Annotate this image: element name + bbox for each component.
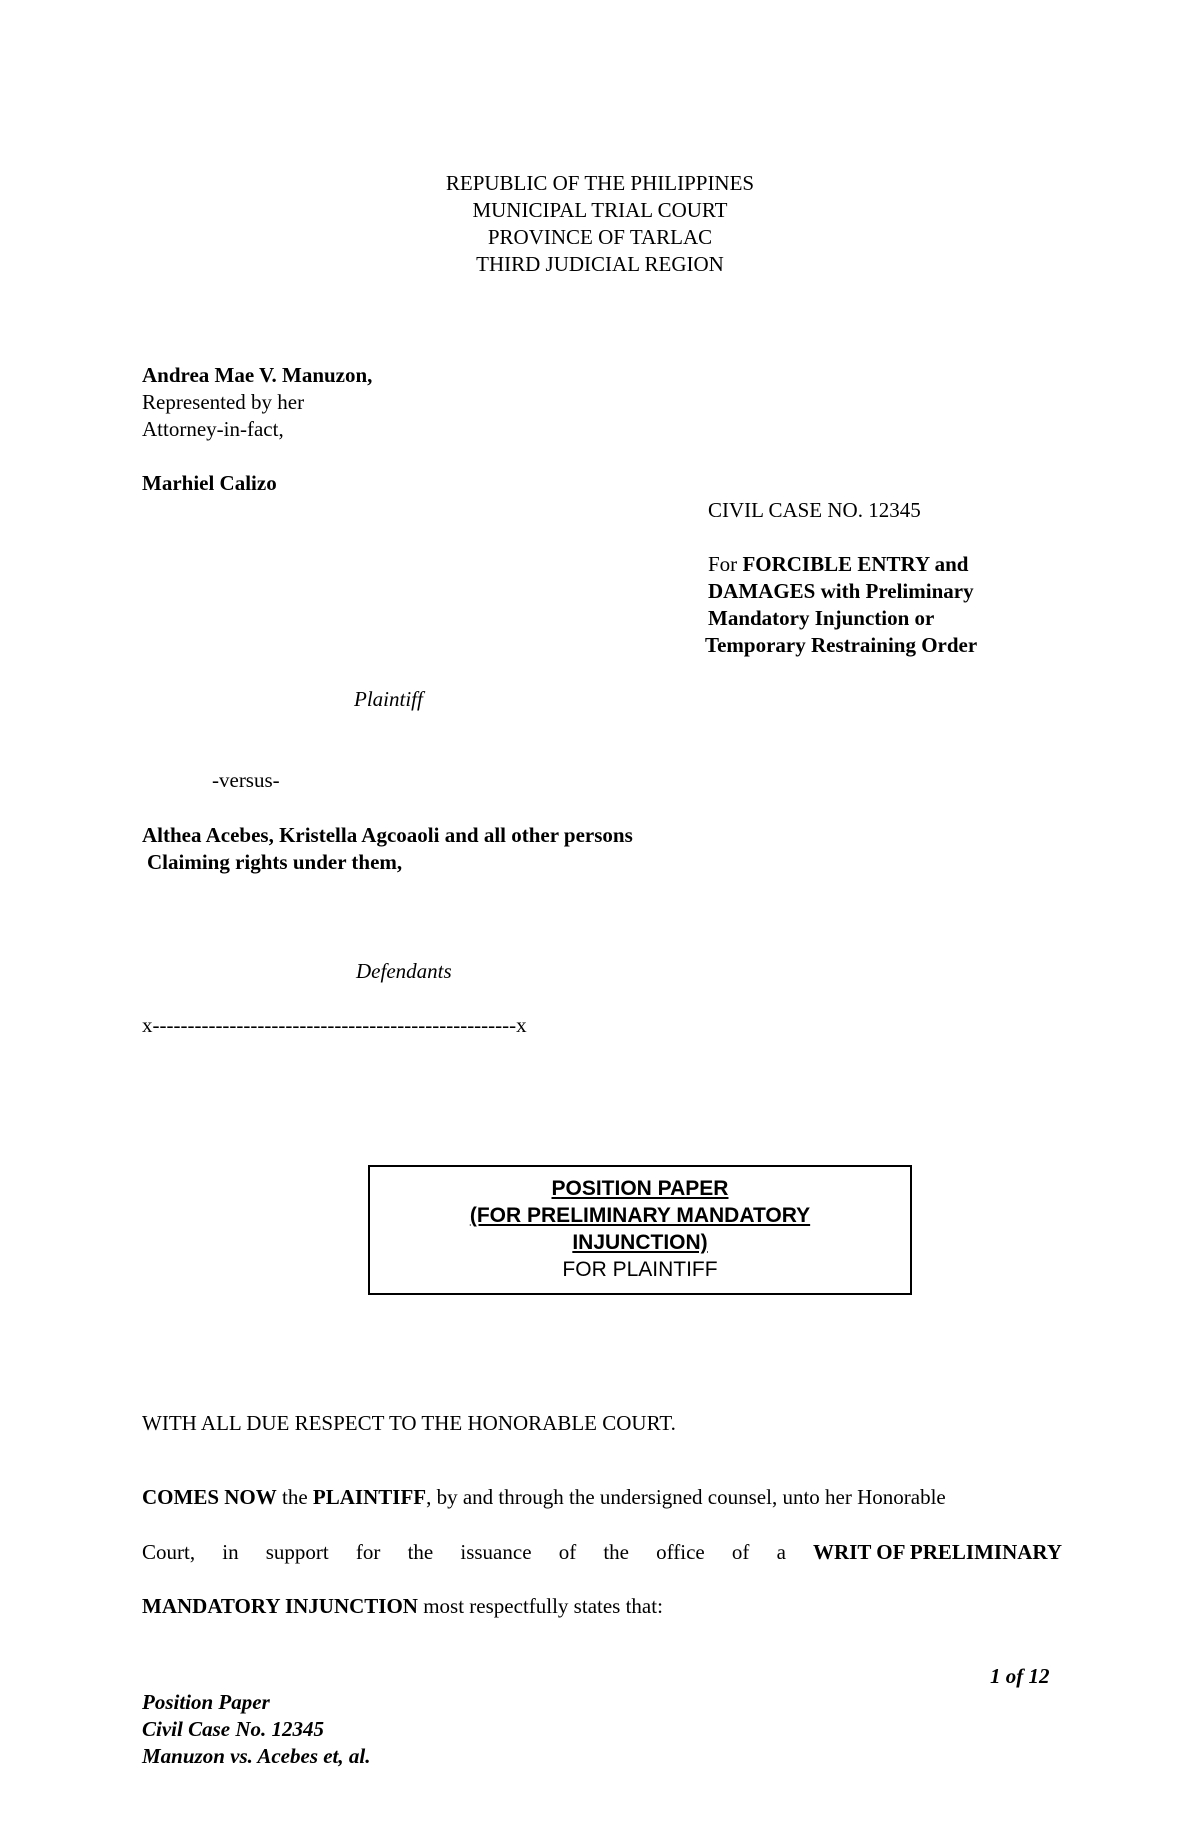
- defendants-label: Defendants: [356, 959, 452, 983]
- title-injunction: INJUNCTION): [572, 1231, 708, 1254]
- caption-separator: x----------------------------------------------------x: [142, 1013, 527, 1037]
- word: support: [265, 1540, 329, 1564]
- header-region: THIRD JUDICIAL REGION: [476, 252, 724, 276]
- case-nature-line4: Temporary Restraining Order: [705, 633, 978, 657]
- plaintiff-term: PLAINTIFF: [312, 1485, 427, 1509]
- mandatory-injunction-term: MANDATORY INJUNCTION: [142, 1594, 418, 1618]
- word: a: [776, 1540, 786, 1564]
- header-republic: REPUBLIC OF THE PHILIPPINES: [445, 171, 755, 195]
- word: in: [222, 1540, 239, 1564]
- title-for-plaintiff: FOR PLAINTIFF: [562, 1258, 718, 1281]
- plaintiff-attorney-label: Attorney-in-fact,: [142, 417, 284, 441]
- word: of: [731, 1540, 750, 1564]
- plaintiff-attorney-name: Marhiel Calizo: [142, 471, 277, 495]
- document-title-box: [368, 1165, 912, 1295]
- word: the: [603, 1540, 629, 1564]
- footer-parties: Manuzon vs. Acebes et, al.: [142, 1744, 371, 1768]
- header-court: MUNICIPAL TRIAL COURT: [472, 198, 728, 222]
- word: for: [355, 1540, 381, 1564]
- case-nature-line1: [708, 551, 968, 578]
- paragraph-line-1: [142, 1484, 1062, 1511]
- p1-the: the: [282, 1485, 308, 1509]
- word: of: [558, 1540, 577, 1564]
- word: issuance: [460, 1540, 532, 1564]
- plaintiff-label: Plaintiff: [354, 687, 423, 711]
- salutation: WITH ALL DUE RESPECT TO THE HONORABLE COURT.: [142, 1411, 676, 1435]
- defendants-names: Althea Acebes, Kristella Agcoaoli and all other persons: [142, 823, 633, 847]
- writ-term: WRIT OF PRELIMINARY: [813, 1540, 1062, 1564]
- plaintiff-represented: Represented by her: [142, 390, 305, 414]
- plaintiff-name: Andrea Mae V. Manuzon,: [142, 363, 373, 387]
- civil-case-number: CIVIL CASE NO. 12345: [708, 498, 921, 522]
- p1-rest3: most respectfully states that:: [417, 1594, 663, 1618]
- title-preliminary: (FOR PRELIMINARY MANDATORY: [469, 1204, 811, 1227]
- footer-title: Position Paper: [142, 1690, 270, 1714]
- defendants-names-cont: Claiming rights under them,: [147, 850, 403, 874]
- footer-case-number: Civil Case No. 12345: [142, 1717, 324, 1741]
- case-nature-line3: Mandatory Injunction or: [708, 606, 935, 630]
- p1-rest1: , by and through the undersigned counsel, unto her Honorable: [426, 1485, 946, 1509]
- comes-now: COMES NOW: [142, 1485, 277, 1509]
- paragraph-line-2: [142, 1539, 1062, 1566]
- word: the: [407, 1540, 434, 1564]
- title-position-paper: POSITION PAPER: [551, 1177, 729, 1200]
- case-for: For: [708, 552, 743, 576]
- case-nature-1: FORCIBLE ENTRY and: [742, 552, 969, 576]
- versus: -versus-: [212, 768, 280, 792]
- paragraph-line-3: [142, 1593, 663, 1620]
- case-nature-line2: DAMAGES with Preliminary: [708, 579, 974, 603]
- page-number: 1 of 12: [990, 1664, 1050, 1688]
- court-header: [0, 170, 1200, 278]
- word: Court,: [142, 1540, 196, 1564]
- header-province: PROVINCE OF TARLAC: [487, 225, 713, 249]
- word: office: [656, 1540, 705, 1564]
